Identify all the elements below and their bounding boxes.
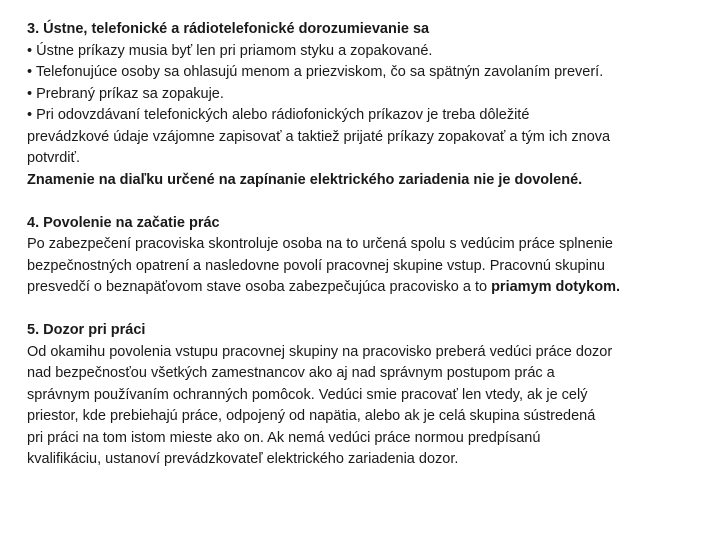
- section-communication: [27, 19, 699, 191]
- section-heading: 3. Ústne, telefonické a rádiotelefonické dorozumievanie sa: [27, 21, 430, 37]
- bullet-item: • Prebraný príkaz sa zopakuje.: [27, 85, 224, 102]
- text-line: nad bezpečnosťou všetkých zamestnancov ako aj nad správnym postupom prác a: [27, 365, 555, 381]
- bullet-item: • Pri odovzdávaní telefonických alebo rádiofonických príkazov je treba dôležité: [27, 107, 530, 123]
- text-line: kvalifikáciu, ustanoví prevádzkovateľ elektrického zariadenia dozor.: [27, 451, 459, 467]
- bullet-item: • Telefonujúce osoby sa ohlasujú menom a priezviskom, čo sa spätnýn zavolaním preverí.: [27, 64, 604, 80]
- text-line: potvrdiť.: [27, 150, 80, 166]
- text-line: priestor, kde prebiehajú práce, odpojený od napätia, alebo ak je celá skupina sústredená: [27, 408, 596, 424]
- section-heading: 5. Dozor pri práci: [27, 322, 146, 338]
- text-line: [27, 277, 699, 299]
- bold-notice: Znamenie na diaľku určené na zapínanie elektrického zariadenia nie je dovolené.: [27, 171, 583, 188]
- text-line: Od okamihu povolenia vstupu pracovnej skupiny na pracovisko preberá vedúci práce dozor: [27, 343, 613, 360]
- text-line: správnym používaním ochranných pomôcok. Vedúci smie pracovať len vtedy, ak je celý: [27, 386, 588, 403]
- text-line: pri práci na tom istom mieste ako on. Ak nemá vedúci práce normou predpísanú: [27, 429, 541, 446]
- bullet-item: • Ústne príkazy musia byť len pri priamom styku a zopakované.: [27, 42, 433, 59]
- section-supervision: [27, 320, 699, 471]
- section-work-permission: [27, 213, 699, 299]
- text-segment: presvedčí o beznapäťovom stave osoba zabezpečujúca pracovisko a to: [27, 279, 492, 295]
- document-page: [27, 19, 699, 471]
- section-heading: 4. Povolenie na začatie prác: [27, 214, 220, 231]
- text-line: Po zabezpečení pracoviska skontroluje osoba na to určená spolu s vedúcim práce splnenie: [27, 236, 613, 252]
- text-line: prevádzkové údaje vzájomne zapisovať a taktiež prijaté príkazy zopakovať a tým ich znova: [27, 128, 611, 145]
- bold-emphasis: priamym dotykom.: [491, 279, 620, 295]
- text-line: bezpečnostných opatrení a nasledovne povolí pracovnej skupine vstup. Pracovnú skupinu: [27, 257, 605, 274]
